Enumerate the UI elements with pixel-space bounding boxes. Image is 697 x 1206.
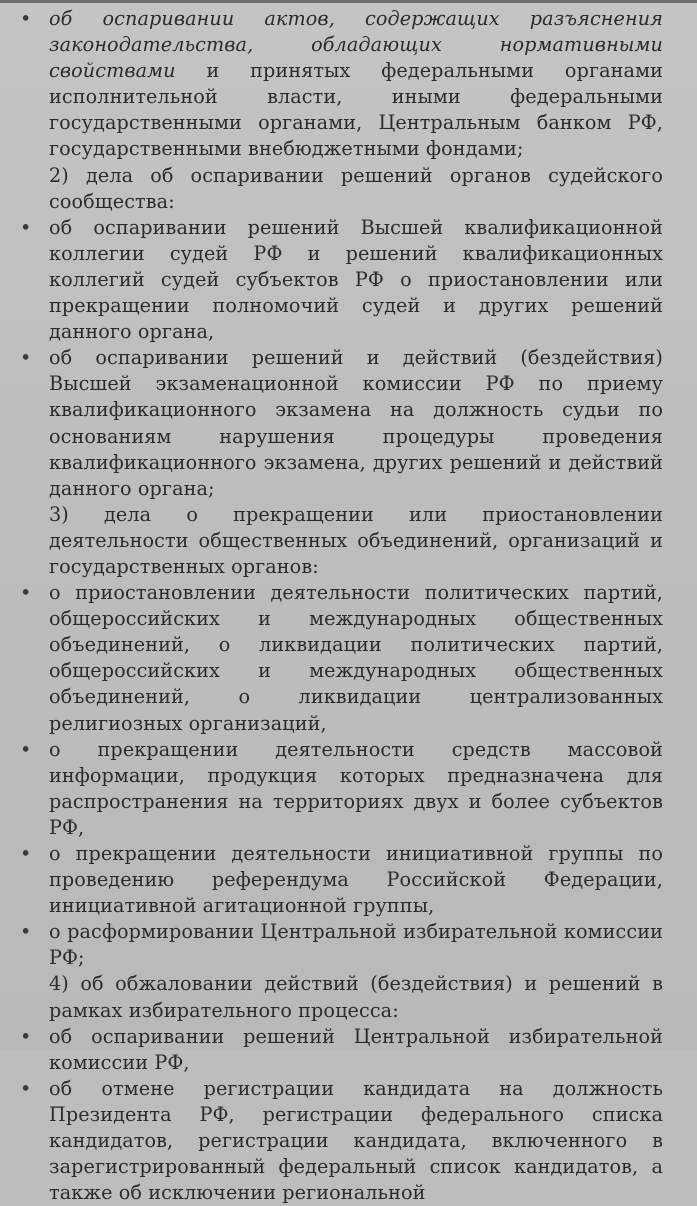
top-rule [0, 0, 697, 3]
italic-phrase: об оспаривании актов, содержащих разъяснения законодательства, обладающих нормативными свойствами [49, 7, 663, 83]
numbered-item-2: 2) дела об оспаривании решений органов судейского сообщества: [49, 163, 663, 213]
numbered-item-3: 3) дела о прекращении или приостановлении деятельности общественных объединений, организаций и государственных органов: [49, 502, 663, 578]
bullet-item-qualification-board: • об оспаривании решений Высшей квалификационной коллегии судей РФ и решений квалификационных коллегий судей субъектов РФ о приостановлении или прекращении полномочий судей и других решений данного органа, [20, 215, 663, 345]
bullet-item-mass-media: • о прекращении деятельности средств массовой информации, продукция которых предназначена для распространения на территориях двух и более субъектов РФ, [20, 737, 663, 841]
bullet-item-exam-commission: • об оспаривании решений и действий (бездействия) Высшей экзаменационной комиссии РФ по приему квалификационного экзамена на должность судьи по основаниям нарушения процедуры проведения квалификационного экзамена, других решений и действий данного органа; [20, 345, 663, 502]
bullet-item-political-parties: • о приостановлении деятельности политических партий, общероссийских и международных общественных объединений, о ликвидации политических партий, общероссийских и международных общественных объединений, о ликвидации централизованных религиозных организаций, [20, 580, 663, 737]
bullet-item-acts [20, 6, 663, 163]
bullet-item-initiative-group: • о прекращении деятельности инициативной группы по проведению референдума Российской Федерации, инициативной агитационной группы, [20, 841, 663, 919]
numbered-item-4: 4) об обжаловании действий (бездействия) и решений в рамках избирательного процесса: [49, 972, 663, 1022]
bullet-item-cec-decisions: • об оспаривании решений Центральной избирательной комиссии РФ, [20, 1024, 663, 1076]
bullet-item-registration-cancel: • об отмене регистрации кандидата на должность Президента РФ, регистрации федерального списка кандидатов, регистрации кандидата, включенного в зарегистрированный федеральный список кандидатов, а также об исключении региональной [20, 1076, 663, 1206]
bullet-item-election-commission: • о расформировании Центральной избирательной комиссии РФ; [20, 919, 663, 971]
bullet-text: и принятых федеральными органами исполнительной власти, иными федеральными государственными органами, Центральным банком РФ, государственными внебюджетными фондами; [49, 59, 663, 161]
